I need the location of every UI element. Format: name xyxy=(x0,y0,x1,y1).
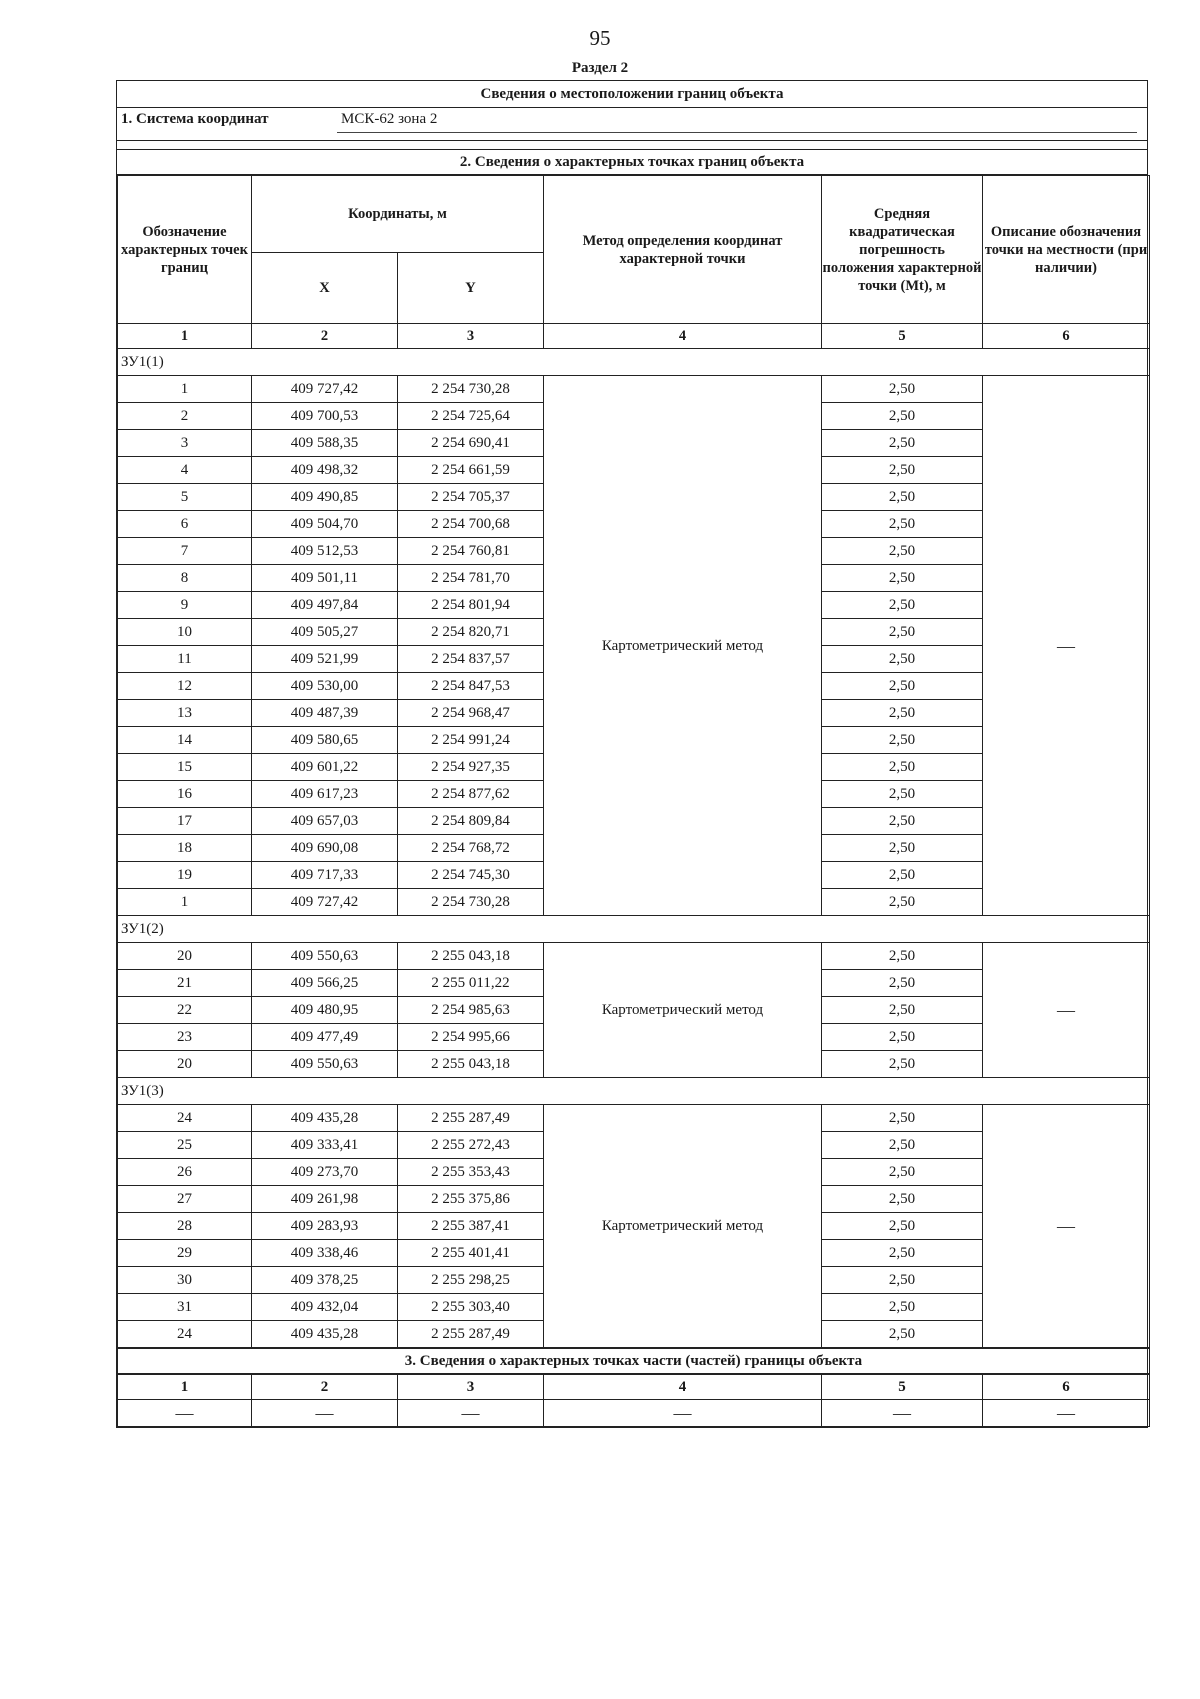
point-id: 3 xyxy=(118,430,252,457)
description-cell: — xyxy=(983,376,1150,916)
point-id: 28 xyxy=(118,1213,252,1240)
point-id: 23 xyxy=(118,1024,252,1051)
error-mt: 2,50 xyxy=(822,457,983,484)
parts-section-title: 3. Сведения о характерных точках части (частей) границы объекта xyxy=(118,1348,1150,1374)
coord-x: 409 530,00 xyxy=(252,673,398,700)
header-coordinates: Координаты, м xyxy=(252,176,544,253)
coord-x: 409 490,85 xyxy=(252,484,398,511)
point-id: 16 xyxy=(118,781,252,808)
point-id: 20 xyxy=(118,943,252,970)
coord-x: 409 435,28 xyxy=(252,1105,398,1132)
coordinate-system-row xyxy=(117,108,1147,141)
coord-x: 409 657,03 xyxy=(252,808,398,835)
column-number: 3 xyxy=(398,1374,544,1400)
coord-y: 2 255 387,41 xyxy=(398,1213,544,1240)
coord-x: 409 435,28 xyxy=(252,1321,398,1349)
point-id: 1 xyxy=(118,376,252,403)
coord-y: 2 254 968,47 xyxy=(398,700,544,727)
coord-y: 2 254 985,63 xyxy=(398,997,544,1024)
coord-x: 409 333,41 xyxy=(252,1132,398,1159)
point-id: 8 xyxy=(118,565,252,592)
method-cell: Картометрический метод xyxy=(544,1105,822,1349)
coord-x: 409 504,70 xyxy=(252,511,398,538)
coord-x: 409 727,42 xyxy=(252,376,398,403)
column-number: 3 xyxy=(398,324,544,349)
coord-x: 409 283,93 xyxy=(252,1213,398,1240)
error-mt: 2,50 xyxy=(822,1051,983,1078)
table-row xyxy=(118,376,1150,403)
coord-x: 409 617,23 xyxy=(252,781,398,808)
coord-y: 2 254 820,71 xyxy=(398,619,544,646)
error-mt: 2,50 xyxy=(822,1294,983,1321)
error-mt: 2,50 xyxy=(822,538,983,565)
point-id: 31 xyxy=(118,1294,252,1321)
point-id: 13 xyxy=(118,700,252,727)
error-mt: 2,50 xyxy=(822,943,983,970)
error-mt: 2,50 xyxy=(822,619,983,646)
point-id: 14 xyxy=(118,727,252,754)
point-id: 9 xyxy=(118,592,252,619)
header-error: Средняя квадратическая погрешность положения характерной точки (Mt), м xyxy=(822,176,983,324)
coordinate-system-label: 1. Система координат xyxy=(121,111,269,127)
group-name: ЗУ1(3) xyxy=(118,1078,1150,1105)
error-mt: 2,50 xyxy=(822,1132,983,1159)
coord-x: 409 588,35 xyxy=(252,430,398,457)
coord-x: 409 487,39 xyxy=(252,700,398,727)
coord-x: 409 580,65 xyxy=(252,727,398,754)
error-mt: 2,50 xyxy=(822,1267,983,1294)
table-row xyxy=(118,943,1150,970)
column-number: 1 xyxy=(118,1374,252,1400)
coord-y: 2 255 287,49 xyxy=(398,1105,544,1132)
parts-cell: — xyxy=(544,1400,822,1427)
coord-x: 409 727,42 xyxy=(252,889,398,916)
coord-y: 2 254 768,72 xyxy=(398,835,544,862)
coord-y: 2 254 847,53 xyxy=(398,673,544,700)
header-designation: Обозначение характерных точек границ xyxy=(118,176,252,324)
coord-y: 2 254 837,57 xyxy=(398,646,544,673)
group-name: ЗУ1(1) xyxy=(118,349,1150,376)
coord-x: 409 690,08 xyxy=(252,835,398,862)
spacer-row xyxy=(117,141,1147,150)
points-section-title: 2. Сведения о характерных точках границ объекта xyxy=(117,150,1147,175)
coord-x: 409 498,32 xyxy=(252,457,398,484)
column-number: 4 xyxy=(544,1374,822,1400)
column-number: 5 xyxy=(822,1374,983,1400)
method-cell: Картометрический метод xyxy=(544,376,822,916)
coord-y: 2 254 760,81 xyxy=(398,538,544,565)
method-cell: Картометрический метод xyxy=(544,943,822,1078)
coord-x: 409 501,11 xyxy=(252,565,398,592)
error-mt: 2,50 xyxy=(822,565,983,592)
header-x: X xyxy=(252,253,398,324)
coord-y: 2 255 298,25 xyxy=(398,1267,544,1294)
group-header-row xyxy=(118,349,1150,376)
point-id: 22 xyxy=(118,997,252,1024)
error-mt: 2,50 xyxy=(822,1186,983,1213)
error-mt: 2,50 xyxy=(822,1105,983,1132)
parts-cell: — xyxy=(983,1400,1150,1427)
error-mt: 2,50 xyxy=(822,403,983,430)
coord-y: 2 255 043,18 xyxy=(398,943,544,970)
header-y: Y xyxy=(398,253,544,324)
coord-y: 2 254 745,30 xyxy=(398,862,544,889)
coord-x: 409 338,46 xyxy=(252,1240,398,1267)
error-mt: 2,50 xyxy=(822,754,983,781)
coord-x: 409 378,25 xyxy=(252,1267,398,1294)
coord-y: 2 254 725,64 xyxy=(398,403,544,430)
coord-x: 409 273,70 xyxy=(252,1159,398,1186)
error-mt: 2,50 xyxy=(822,1321,983,1349)
point-id: 6 xyxy=(118,511,252,538)
error-mt: 2,50 xyxy=(822,781,983,808)
coord-y: 2 255 043,18 xyxy=(398,1051,544,1078)
point-id: 24 xyxy=(118,1321,252,1349)
point-id: 12 xyxy=(118,673,252,700)
column-number: 6 xyxy=(983,1374,1150,1400)
coord-x: 409 512,53 xyxy=(252,538,398,565)
parts-cell: — xyxy=(822,1400,983,1427)
coord-x: 409 521,99 xyxy=(252,646,398,673)
column-number: 4 xyxy=(544,324,822,349)
point-id: 25 xyxy=(118,1132,252,1159)
coord-x: 409 700,53 xyxy=(252,403,398,430)
header-method: Метод определения координат характерной точки xyxy=(544,176,822,324)
error-mt: 2,50 xyxy=(822,484,983,511)
points-body xyxy=(118,349,1150,1349)
error-mt: 2,50 xyxy=(822,997,983,1024)
column-number: 1 xyxy=(118,324,252,349)
coord-y: 2 255 375,86 xyxy=(398,1186,544,1213)
error-mt: 2,50 xyxy=(822,970,983,997)
group-header-row xyxy=(118,1078,1150,1105)
parts-section xyxy=(118,1348,1150,1427)
point-id: 11 xyxy=(118,646,252,673)
parts-cell: — xyxy=(118,1400,252,1427)
coord-y: 2 254 781,70 xyxy=(398,565,544,592)
coord-y: 2 254 661,59 xyxy=(398,457,544,484)
coord-y: 2 255 011,22 xyxy=(398,970,544,997)
document-title: Сведения о местоположении границ объекта xyxy=(117,81,1147,108)
coord-y: 2 254 801,94 xyxy=(398,592,544,619)
error-mt: 2,50 xyxy=(822,835,983,862)
parts-cell: — xyxy=(252,1400,398,1427)
section-title: Раздел 2 xyxy=(571,60,629,76)
error-mt: 2,50 xyxy=(822,1024,983,1051)
error-mt: 2,50 xyxy=(822,430,983,457)
column-number: 5 xyxy=(822,324,983,349)
point-id: 20 xyxy=(118,1051,252,1078)
table-row xyxy=(118,1105,1150,1132)
point-id: 7 xyxy=(118,538,252,565)
error-mt: 2,50 xyxy=(822,1159,983,1186)
coord-x: 409 480,95 xyxy=(252,997,398,1024)
error-mt: 2,50 xyxy=(822,376,983,403)
point-id: 27 xyxy=(118,1186,252,1213)
coord-y: 2 255 287,49 xyxy=(398,1321,544,1349)
boundary-points-table xyxy=(117,175,1150,1427)
point-id: 18 xyxy=(118,835,252,862)
error-mt: 2,50 xyxy=(822,889,983,916)
coord-y: 2 255 303,40 xyxy=(398,1294,544,1321)
column-number: 2 xyxy=(252,324,398,349)
coord-y: 2 254 927,35 xyxy=(398,754,544,781)
coord-y: 2 254 877,62 xyxy=(398,781,544,808)
coord-y: 2 255 401,41 xyxy=(398,1240,544,1267)
error-mt: 2,50 xyxy=(822,727,983,754)
coord-y: 2 254 730,28 xyxy=(398,889,544,916)
coord-x: 409 601,22 xyxy=(252,754,398,781)
coord-y: 2 254 700,68 xyxy=(398,511,544,538)
point-id: 1 xyxy=(118,889,252,916)
group-header-row xyxy=(118,916,1150,943)
column-number: 6 xyxy=(983,324,1150,349)
coordinate-system-underline xyxy=(337,132,1137,133)
description-cell: — xyxy=(983,943,1150,1078)
point-id: 29 xyxy=(118,1240,252,1267)
parts-cell: — xyxy=(398,1400,544,1427)
boundary-document xyxy=(116,80,1148,1428)
coord-x: 409 550,63 xyxy=(252,1051,398,1078)
point-id: 26 xyxy=(118,1159,252,1186)
coord-y: 2 254 690,41 xyxy=(398,430,544,457)
coord-x: 409 261,98 xyxy=(252,1186,398,1213)
coordinate-system-value: МСК-62 зона 2 xyxy=(341,111,438,127)
coord-x: 409 477,49 xyxy=(252,1024,398,1051)
coord-x: 409 497,84 xyxy=(252,592,398,619)
error-mt: 2,50 xyxy=(822,592,983,619)
point-id: 24 xyxy=(118,1105,252,1132)
column-number: 2 xyxy=(252,1374,398,1400)
group-name: ЗУ1(2) xyxy=(118,916,1150,943)
point-id: 17 xyxy=(118,808,252,835)
error-mt: 2,50 xyxy=(822,1213,983,1240)
description-cell: — xyxy=(983,1105,1150,1349)
point-id: 19 xyxy=(118,862,252,889)
error-mt: 2,50 xyxy=(822,700,983,727)
coord-y: 2 255 353,43 xyxy=(398,1159,544,1186)
coord-y: 2 254 705,37 xyxy=(398,484,544,511)
point-id: 15 xyxy=(118,754,252,781)
point-id: 2 xyxy=(118,403,252,430)
page-number: 95 xyxy=(589,26,611,50)
error-mt: 2,50 xyxy=(822,1240,983,1267)
coord-x: 409 505,27 xyxy=(252,619,398,646)
error-mt: 2,50 xyxy=(822,673,983,700)
point-id: 10 xyxy=(118,619,252,646)
coord-y: 2 254 730,28 xyxy=(398,376,544,403)
error-mt: 2,50 xyxy=(822,808,983,835)
error-mt: 2,50 xyxy=(822,646,983,673)
point-id: 30 xyxy=(118,1267,252,1294)
coord-x: 409 550,63 xyxy=(252,943,398,970)
coord-y: 2 255 272,43 xyxy=(398,1132,544,1159)
coord-y: 2 254 809,84 xyxy=(398,808,544,835)
coord-x: 409 432,04 xyxy=(252,1294,398,1321)
point-id: 21 xyxy=(118,970,252,997)
point-id: 5 xyxy=(118,484,252,511)
coord-y: 2 254 995,66 xyxy=(398,1024,544,1051)
coord-y: 2 254 991,24 xyxy=(398,727,544,754)
error-mt: 2,50 xyxy=(822,511,983,538)
coord-x: 409 717,33 xyxy=(252,862,398,889)
error-mt: 2,50 xyxy=(822,862,983,889)
point-id: 4 xyxy=(118,457,252,484)
coord-x: 409 566,25 xyxy=(252,970,398,997)
header-description: Описание обозначения точки на местности (при наличии) xyxy=(983,176,1150,324)
